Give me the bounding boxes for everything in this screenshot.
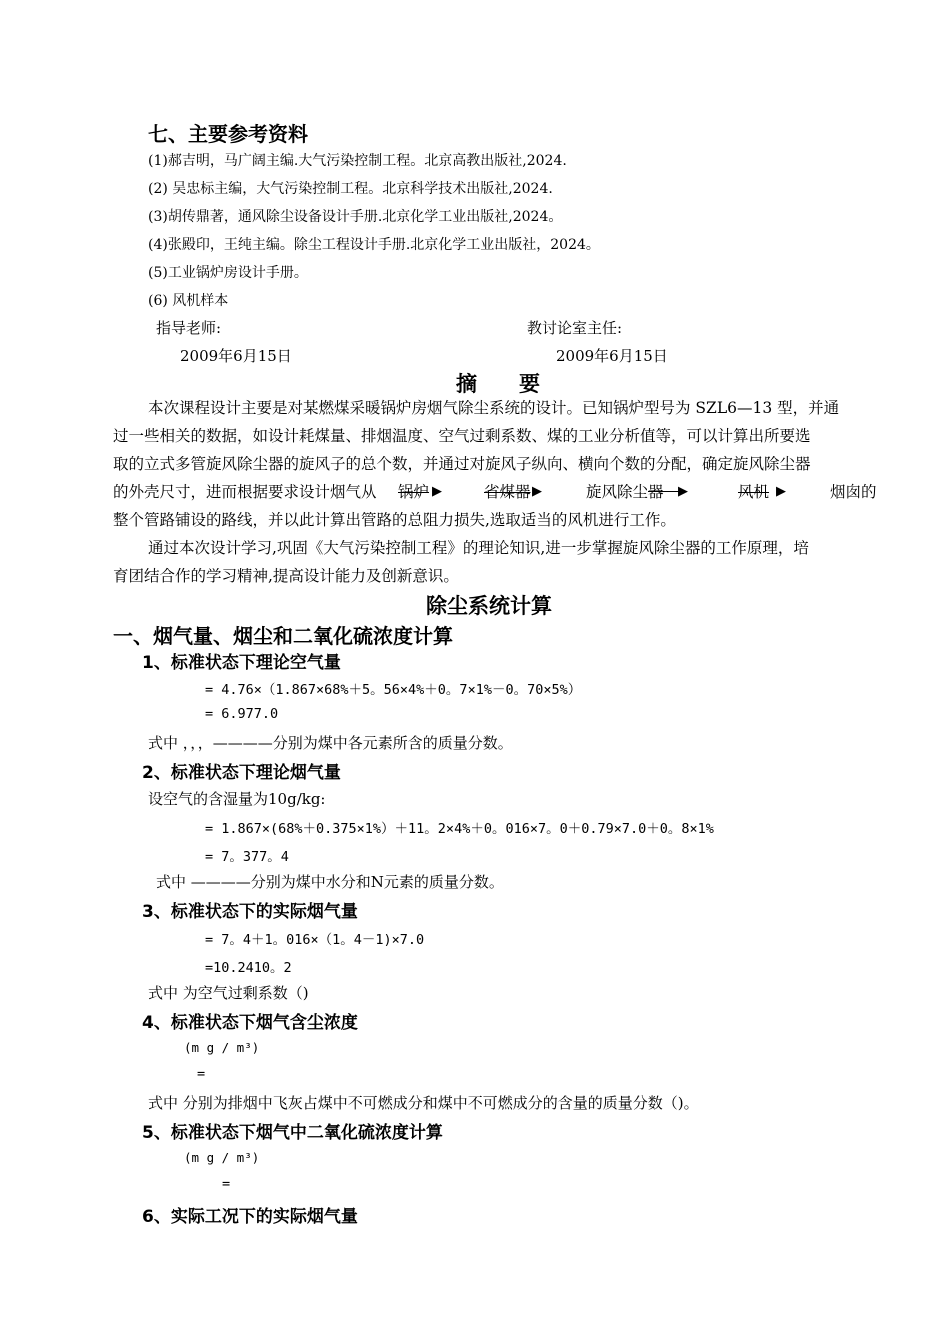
subsection-heading: 6、实际工况下的实际烟气量 (142, 1207, 358, 1227)
unit-label: (m g / m³) (184, 1150, 260, 1165)
flow-step-chimney: 烟囱的 (830, 483, 877, 501)
flow-connector (648, 491, 682, 492)
flow-step-cyclone-label: 旋风除尘器 (586, 483, 664, 501)
formula-line: = 4.76×（1.867×68%＋5。56×4%＋0。7×1%－0。70×5%） (205, 682, 582, 698)
subsection-heading: 4、标准状态下烟气含尘浓度 (142, 1013, 358, 1033)
flow-arrow-icon: ▶ (776, 484, 786, 499)
references-heading: 七、主要参考资料 (148, 122, 308, 146)
subsection-heading: 1、标准状态下理论空气量 (142, 653, 341, 673)
formula-line: = 7。4＋1。016×（1。4－1)×7.0 (205, 932, 425, 948)
flow-step-fan: 风机 (738, 483, 770, 501)
abstract-line: 过一些相关的数据，如设计耗煤量、排烟温度、空气过剩系数、煤的工业分析值等，可以计算出所要选 (113, 427, 811, 445)
formula-note: 式中 分别为排烟中飞灰占煤中不可燃成分和煤中不可燃成分的含量的质量分数（)。 (148, 1094, 699, 1112)
abstract-line: 本次课程设计主要是对某燃煤采暖锅炉房烟气除尘系统的设计。已知锅炉型号为 SZL6—13 型，并通 (148, 399, 840, 417)
abstract-line: 育团结合作的学习精神,提高设计能力及创新意识。 (113, 567, 459, 585)
reference-item: (3)胡传鼎著，通风除尘设备设计手册.北京化学工业出版社,2024。 (148, 209, 563, 225)
subsection-heading: 3、标准状态下的实际烟气量 (142, 902, 358, 922)
formula-note: 式中 ————分别为煤中水分和N元素的质量分数。 (156, 873, 504, 891)
abstract-line: 通过本次设计学习,巩固《大气污染控制工程》的理论知识,进一步掌握旋风除尘器的工作原理，培 (148, 539, 809, 557)
subsection-heading: 2、标准状态下理论烟气量 (142, 763, 341, 783)
reference-item: (4)张殿印，王纯主编。除尘工程设计手册.北京化学工业出版社，2024。 (148, 237, 600, 253)
section-heading: 一、烟气量、烟尘和二氧化硫浓度计算 (113, 624, 453, 648)
flow-step-boiler: 锅炉 (398, 483, 430, 501)
abstract-line-flow (113, 478, 377, 506)
formula-line: = 6.977.0 (205, 706, 279, 722)
abstract-line: 取的立式多管旋风除尘器的旋风子的总个数，并通过对旋风子纵向、横向个数的分配，确定旋风除尘器 (113, 455, 811, 473)
reference-item: (1)郝吉明，马广阔主编.大气污染控制工程。北京高教出版社,2024. (148, 153, 567, 169)
reference-item: (2) 吴忠标主编，大气污染控制工程。北京科学技术出版社,2024. (148, 181, 553, 197)
advisor-label: 指导老师: (156, 319, 222, 337)
abstract-line: 整个管路铺设的路线，并以此计算出管路的总阻力损失,选取适当的风机进行工作。 (113, 511, 676, 529)
flow-arrow-icon: ▶ (432, 484, 442, 499)
abstract-title: 摘 要 (456, 372, 540, 396)
flow-arrow-icon: ▶ (678, 484, 688, 499)
formula-line: =10.2410。2 (205, 960, 292, 976)
flow-step-cyclone (586, 478, 664, 506)
reference-item: (6) 风机样本 (148, 293, 229, 309)
formula-equals: = (222, 1176, 231, 1192)
formula-note: 式中 为空气过剩系数（) (148, 984, 309, 1002)
formula-note: 式中 ，，，————分别为煤中各元素所含的质量分数。 (148, 734, 513, 752)
director-label: 教讨论室主任: (527, 319, 623, 337)
formula-line: = 1.867×(68%＋0.375×1%）＋11。2×4%＋0。016×7。0＋0.79×7.0＋0。8×1% (205, 821, 714, 837)
flow-arrow-icon: ▶ (532, 484, 542, 499)
advisor-date: 2009年6月15日 (180, 347, 292, 365)
formula-equals: = (197, 1066, 206, 1082)
flow-step-economizer (484, 478, 531, 506)
formula-intro: 设空气的含湿量为10g/kg: (148, 790, 326, 808)
formula-line: = 7。377。4 (205, 849, 289, 865)
flow-step-economizer-label: 省煤器 (484, 483, 531, 501)
reference-item: (5)工业锅炉房设计手册。 (148, 265, 308, 281)
unit-label: (m g / m³) (184, 1040, 260, 1055)
calc-title: 除尘系统计算 (426, 594, 552, 618)
abstract-flow-lead: 的外壳尺寸，进而根据要求设计烟气从 (113, 483, 377, 501)
director-date: 2009年6月15日 (556, 347, 668, 365)
subsection-heading: 5、标准状态下烟气中二氧化硫浓度计算 (142, 1123, 443, 1143)
